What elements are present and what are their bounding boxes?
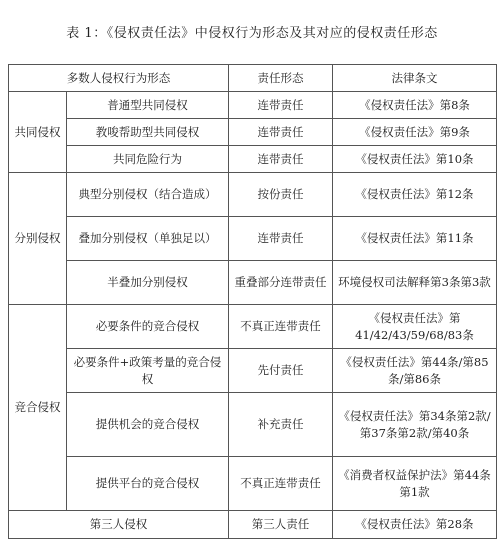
- law-cell: 《消费者权益保护法》第44条第1款: [333, 457, 497, 511]
- liability-cell: 连带责任: [229, 146, 333, 173]
- law-cell: 《侵权责任法》第8条: [333, 92, 497, 119]
- liability-cell: 重叠部分连带责任: [229, 261, 333, 305]
- law-cell: 《侵权责任法》第41/42/43/59/68/83条: [333, 305, 497, 349]
- tort-type-cell: 提供平台的竞合侵权: [67, 457, 229, 511]
- table-row: [9, 119, 497, 146]
- group-label-separate: 分别侵权: [9, 173, 67, 305]
- header-liability: 责任形态: [229, 65, 333, 92]
- table-row: [9, 217, 497, 261]
- liability-cell: 连带责任: [229, 217, 333, 261]
- tort-type-cell: 提供机会的竞合侵权: [67, 393, 229, 457]
- liability-cell: 连带责任: [229, 92, 333, 119]
- law-cell: 《侵权责任法》第28条: [333, 511, 497, 539]
- table-caption: 表 1：《侵权责任法》中侵权行为形态及其对应的侵权责任形态: [66, 26, 438, 41]
- tort-type-cell: 半叠加分别侵权: [67, 261, 229, 305]
- liability-cell: 第三人责任: [229, 511, 333, 539]
- liability-cell: 按份责任: [229, 173, 333, 217]
- tort-type-cell: 叠加分别侵权（单独足以）: [67, 217, 229, 261]
- law-cell: 《侵权责任法》第11条: [333, 217, 497, 261]
- header-tort-type: 多数人侵权行为形态: [9, 65, 229, 92]
- table-row: [9, 146, 497, 173]
- table-row: [9, 511, 497, 539]
- liability-cell: 连带责任: [229, 119, 333, 146]
- liability-cell: 不真正连带责任: [229, 305, 333, 349]
- table-row: [9, 393, 497, 457]
- table-row: [9, 457, 497, 511]
- law-cell: 《侵权责任法》第10条: [333, 146, 497, 173]
- liability-cell: 先付责任: [229, 349, 333, 393]
- table-row: [9, 92, 497, 119]
- law-cell: 《侵权责任法》第12条: [333, 173, 497, 217]
- tort-type-cell: 典型分别侵权（结合造成）: [67, 173, 229, 217]
- liability-cell: 不真正连带责任: [229, 457, 333, 511]
- law-cell: 环境侵权司法解释第3条第3款: [333, 261, 497, 305]
- liability-table: [8, 64, 497, 539]
- tort-type-cell: 第三人侵权: [9, 511, 229, 539]
- tort-type-cell: 普通型共同侵权: [67, 92, 229, 119]
- table-row: [9, 173, 497, 217]
- tort-type-cell: 必要条件+政策考量的竞合侵权: [67, 349, 229, 393]
- group-label-concurrent: 竞合侵权: [9, 305, 67, 511]
- table-row: [9, 261, 497, 305]
- table-row: [9, 305, 497, 349]
- group-label-joint: 共同侵权: [9, 92, 67, 173]
- law-cell: 《侵权责任法》第44条/第85条/第86条: [333, 349, 497, 393]
- header-law: 法律条文: [333, 65, 497, 92]
- tort-type-cell: 教唆帮助型共同侵权: [67, 119, 229, 146]
- table-row: [9, 349, 497, 393]
- law-cell: 《侵权责任法》第34条第2款/第37条第2款/第40条: [333, 393, 497, 457]
- liability-cell: 补充责任: [229, 393, 333, 457]
- header-row: [9, 65, 497, 92]
- law-cell: 《侵权责任法》第9条: [333, 119, 497, 146]
- tort-type-cell: 必要条件的竞合侵权: [67, 305, 229, 349]
- tort-type-cell: 共同危险行为: [67, 146, 229, 173]
